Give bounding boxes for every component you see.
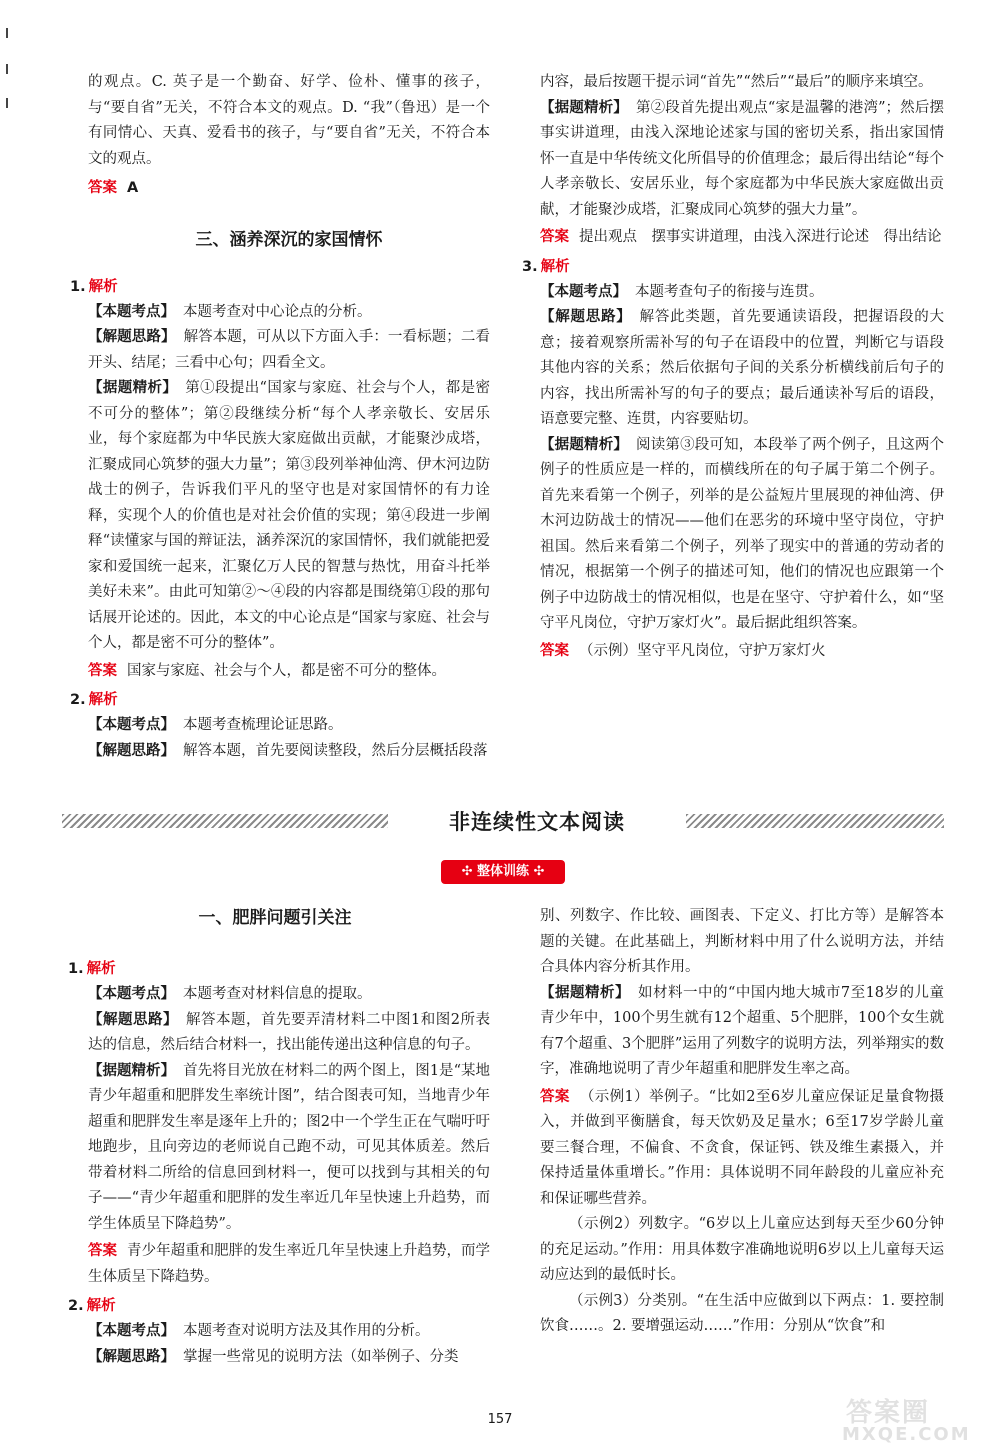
silu-text: 解答本题，首先要阅读整段，然后分层概括段落 <box>183 742 488 759</box>
watermark-line-2: MXQE.COM <box>842 1424 971 1445</box>
kaodian-line <box>88 982 490 1008</box>
sparkle-icon: ✣ <box>461 864 477 879</box>
silu-tag: 【解题思路】 <box>88 329 176 345</box>
kaodian-text: 本题考查梳理论证思路。 <box>183 717 343 733</box>
question-number <box>70 687 490 713</box>
silu-line <box>540 305 944 433</box>
answer-text: 国家与家庭、社会与个人，都是密不可分的整体。 <box>127 662 446 679</box>
answer-label: 答案 <box>540 1088 570 1105</box>
answer-label: 答案 <box>88 180 117 196</box>
jingxi-text: 如材料一中的“中国内地大城市7至18岁的儿童青少年中，100个男生就有12个超重、5个肥胖，100个女生就有7个超重、3个肥胖”运用了列数字的说明方法，列举翔实的数字，准确地说明了青少年超重和肥胖发生率之高。 <box>540 984 944 1077</box>
jingxi-text: 第②段首先提出观点“家是温馨的港湾”；然后摆事实讲道理，由浅入深地论述家与国的密切关系，指出家国情怀一直是中华传统文化所倡导的价值理念；最后得出结论“每个人孝亲敬长、安居乐业，每个家庭都为中华民族大家庭做出贡献，才能聚沙成塔，汇聚成同心筑梦的强大力量”。 <box>540 99 945 218</box>
watermark-line-1: 答案圈 <box>846 1398 931 1428</box>
kaodian-text: 本题考查对说明方法及其作用的分析。 <box>183 1323 430 1339</box>
answer-line <box>540 225 944 251</box>
answer-line <box>540 639 944 665</box>
banner-title: 非连续性文本阅读 <box>449 810 625 834</box>
jingxi-tag: 【据题精析】 <box>540 99 628 116</box>
badge-label: 整体训练 <box>476 864 529 879</box>
jingxi-tag: 【据题精析】 <box>88 1062 176 1079</box>
section-title: 三、涵养深沉的家国情怀 <box>195 229 383 250</box>
analysis-label: 解析 <box>540 258 570 275</box>
question-num: 2. <box>70 692 86 708</box>
answer-label: 答案 <box>88 662 117 679</box>
training-badge <box>441 860 565 884</box>
top-left-column <box>70 70 490 764</box>
bottom-left-column <box>60 904 490 1370</box>
kaodian-line <box>88 1319 490 1345</box>
answer-line <box>88 1239 490 1290</box>
answer-label: 答案 <box>88 1243 118 1259</box>
kaodian-line <box>540 280 944 306</box>
silu-line <box>88 739 490 765</box>
paragraph: 内容，最后按题干提示词“首先”“然后”“最后”的顺序来填空。 <box>540 74 933 90</box>
kaodian-tag: 【本题考点】 <box>88 986 175 1002</box>
silu-tag: 【解题思路】 <box>88 742 175 759</box>
silu-text: 解答本题，首先要弄清材料二中图1和图2所表达的信息，然后结合材料一，找出能传递出这种信息的句子。 <box>88 1011 491 1053</box>
jingxi-tag: 【据题精析】 <box>88 380 178 396</box>
jingxi-text: 阅读第③段可知，本段举了两个例子，且这两个例子的性质应是一样的，而横线所在的句子属于第二个例子。首先来看第一个例子，列举的是公益短片里展现的神仙湾、伊木河边防战士的情况——他们在恶劣的环境中坚守岗位，守护祖国。然后来看第二个例子，列举了现实中的普通的劳动者的情况，根据第一个例子的描述可知，他们的情况也应跟第一个例子中边防战士的情况相似，也是在坚守、守护着什么，如“坚守平凡岗位，守护万家灯火”。最后据此组织答案。 <box>540 436 945 631</box>
banner-stripe-left <box>62 814 388 828</box>
kaodian-text: 本题考查对中心论点的分析。 <box>183 303 372 320</box>
sparkle-icon: ✣ <box>529 864 545 879</box>
jingxi-tag: 【据题精析】 <box>540 984 630 1001</box>
scan-mark <box>6 98 8 108</box>
question-num: 1. <box>68 961 84 977</box>
answer-line <box>88 176 490 202</box>
answer-label: 答案 <box>540 642 569 659</box>
jingxi-text: 第①段提出“国家与家庭、社会与个人，都是密不可分的整体”；第②段继续分析“每个人孝亲敬长、安居乐业，每个家庭都为中华民族大家庭做出贡献，才能聚沙成塔，汇聚成同心筑梦的强大力量”；第③段列举神仙湾、伊木河边防战士的例子，告诉我们平凡的坚守也是对家国情怀的有力诠释，实现个人的价值也是对社会价值的实现；第④段进一步阐释“读懂家与国的辩证法，涵养深沉的家国情怀，我们就能把爱家和爱国统一起来，汇聚亿万人民的智慧与热忱，用奋斗托举美好未来”。由此可知第②～④段的内容都是围绕第①段的那句话展开论述的。因此，本文的中心论点是“国家与家庭、社会与个人，都是密不可分的整体”。 <box>88 380 490 651</box>
answer-example-1: （示例1）举例子。“比如2至6岁儿童应保证足量食物摄入，并做到平衡膳食，每天饮奶及足量水；6至17岁学龄儿童要三餐合理，不偏食、不贪食，保证钙、铁及维生素摄入，并保持适量体重增长。”作用：具体说明不同年龄段的儿童应补充和保证哪些营养。 <box>540 1088 944 1207</box>
question-number <box>70 274 490 300</box>
answer-line <box>540 1085 944 1213</box>
jingxi-line <box>540 96 944 224</box>
jingxi-tag: 【据题精析】 <box>540 436 629 453</box>
paragraph: 的观点。C. 英子是一个勤奋、好学、俭朴、懂事的孩子，与“要自省”无关，不符合本文的观点。D. “我”（鲁迅）是一个有同情心、天真、爱看书的孩子，与“要自省”无关，不符合本文的观点。 <box>88 74 490 167</box>
scan-mark <box>6 64 8 74</box>
silu-text: 掌握一些常见的说明方法（如举例子、分类 <box>183 1348 459 1365</box>
kaodian-line <box>88 713 490 739</box>
jingxi-line <box>88 376 490 657</box>
kaodian-text: 本题考查对材料信息的提取。 <box>183 986 372 1002</box>
silu-line <box>88 325 490 376</box>
jingxi-line <box>540 433 944 637</box>
analysis-label: 解析 <box>86 961 116 977</box>
answer-label: 答案 <box>540 229 569 245</box>
kaodian-tag: 【本题考点】 <box>88 303 175 320</box>
analysis-label: 解析 <box>88 278 118 295</box>
section-title: 一、肥胖问题引关注 <box>198 908 352 928</box>
answer-text: 提出观点 摆事实讲道理，由浅入深进行论述 得出结论 <box>579 229 942 245</box>
analysis-label: 解析 <box>86 1298 116 1314</box>
question-block <box>60 956 490 1370</box>
question-num: 3. <box>522 258 538 275</box>
section-banner <box>62 800 944 846</box>
top-right-column <box>522 70 945 664</box>
answer-example-2: （示例2）列数字。“6岁以上儿童应达到每天至少60分钟的充足运动。”作用：用具体数字准确地说明6岁以上儿童每天运动应达到的最低时长。 <box>540 1216 944 1283</box>
answer-text: （示例）坚守平凡岗位，守护万家灯火 <box>579 642 826 659</box>
question-number <box>68 1293 490 1319</box>
jingxi-line <box>88 1059 490 1238</box>
paragraph: 别、列数字、作比较、画图表、下定义、打比方等）是解答本题的关键。在此基础上，判断材料中用了什么说明方法，并结合具体内容分析其作用。 <box>540 908 944 975</box>
silu-line <box>88 1345 490 1371</box>
page-number: 157 <box>487 1412 513 1427</box>
answer-example-3: （示例3）分类别。“在生活中应做到以下两点：1. 要控制饮食……。2. 要增强运动……”作用：分别从“饮食”和 <box>540 1292 944 1334</box>
kaodian-text: 本题考查句子的衔接与连贯。 <box>635 283 824 300</box>
question-num: 2. <box>68 1298 84 1314</box>
kaodian-line <box>88 300 490 326</box>
scan-mark <box>6 28 8 38</box>
question-number <box>68 956 490 982</box>
silu-text: 解答此类题，首先要通读语段，把握语段的大意；接着观察所需补写的句子在语段中的位置，判断它与语段其他内容的关系；然后依据句子间的关系分析横线前后句子的内容，找出所需补写的句子的要点；最后通读补写后的语段，语意要完整、连贯，内容要贴切。 <box>540 309 945 427</box>
silu-tag: 【解题思路】 <box>88 1011 179 1028</box>
answer-text: A <box>127 180 139 196</box>
answer-text: 青少年超重和肥胖的发生率近几年呈快速上升趋势，而学生体质呈下降趋势。 <box>88 1243 491 1285</box>
silu-tag: 【解题思路】 <box>540 309 632 325</box>
silu-text: 解答本题，可从以下方面入手：一看标题；二看开头、结尾；三看中心句；四看全文。 <box>88 329 490 371</box>
question-num: 1. <box>70 278 86 295</box>
jingxi-text: 首先将目光放在材料二的两个图上，图1是“某地青少年超重和肥胖发生率统计图”，结合图表可知，当地青少年超重和肥胖发生率是逐年上升的；图2中一个学生正在气喘吁吁地跑步，且向旁边的老师说自己跑不动，可见其体质差。然后带着材料二所给的信息回到材料一，便可以找到与其相关的句子——“青少年超重和肥胖的发生率近几年呈快速上升趋势，而学生体质呈下降趋势”。 <box>88 1062 491 1232</box>
kaodian-tag: 【本题考点】 <box>88 717 175 733</box>
kaodian-tag: 【本题考点】 <box>88 1323 175 1339</box>
question-number <box>522 254 944 280</box>
answer-line <box>88 659 490 685</box>
bottom-right-column <box>540 904 944 1340</box>
jingxi-line <box>540 981 944 1083</box>
analysis-label: 解析 <box>88 692 118 708</box>
kaodian-tag: 【本题考点】 <box>540 283 627 300</box>
watermark <box>824 1392 984 1448</box>
silu-line <box>88 1008 490 1059</box>
banner-stripe-right <box>686 814 944 828</box>
silu-tag: 【解题思路】 <box>88 1348 175 1365</box>
